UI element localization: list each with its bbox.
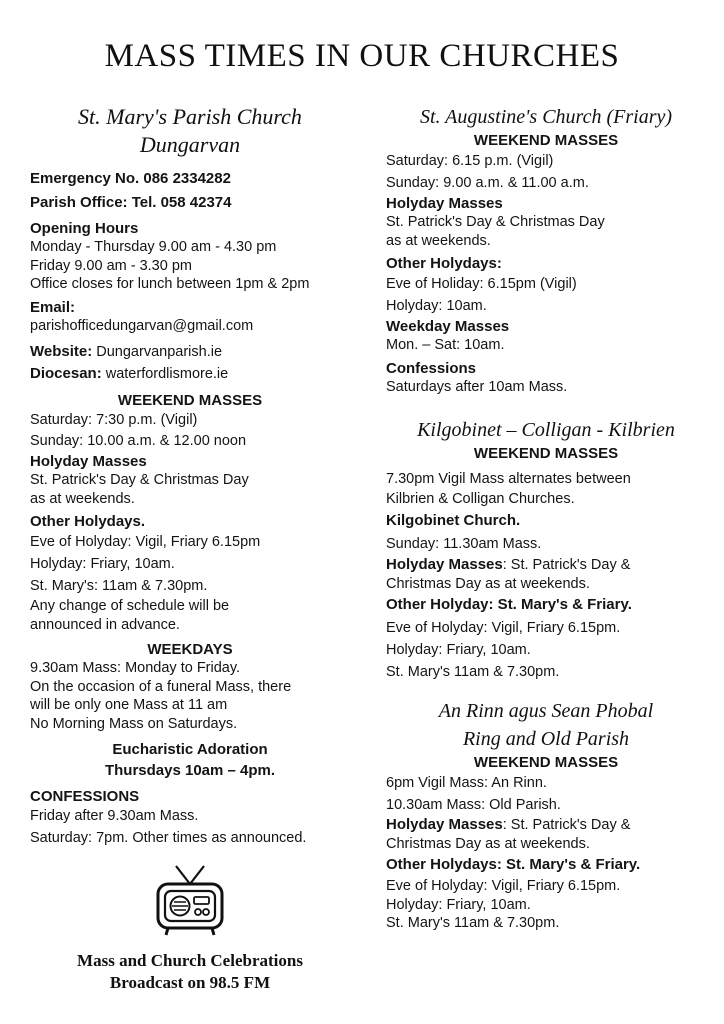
other-holyday-line: Eve of Holyday: Vigil, Friary 6.15pm bbox=[30, 534, 261, 550]
rinn-weekend-line: 6pm Vigil Mass: An Rinn. bbox=[386, 775, 547, 791]
kilgobinet-other-line: Eve of Holyday: Vigil, Friary 6.15pm. bbox=[386, 620, 621, 636]
weekend-masses-title: WEEKEND MASSES bbox=[117, 392, 263, 409]
other-holyday-line: Holyday: Friary, 10am. bbox=[30, 556, 175, 572]
emergency-number: Emergency No. 086 2334282 bbox=[30, 170, 231, 187]
email-address[interactable]: parishofficedungarvan@gmail.com bbox=[30, 317, 254, 334]
rinn-other-line: St. Mary's 11am & 7.30pm. bbox=[386, 915, 560, 931]
rinn-holyday-line: Christmas Day as at weekends. bbox=[386, 835, 590, 852]
kilgobinet-church-title: Kilgobinet Church. bbox=[386, 512, 521, 529]
holyday-line: St. Patrick's Day & Christmas Day bbox=[30, 472, 249, 488]
website-link[interactable]: Dungarvanparish.ie bbox=[96, 344, 223, 360]
weekend-line: Saturday: 7:30 p.m. (Vigil) bbox=[30, 412, 198, 428]
diocesan-label: Diocesan: bbox=[30, 365, 102, 382]
augustine-weekday-line: Mon. – Sat: 10am. bbox=[386, 337, 505, 353]
rinn-holyday-text: : St. Patrick's Day & bbox=[502, 817, 631, 833]
website-label: Website: bbox=[30, 343, 93, 360]
diocesan-link[interactable]: waterfordlismore.ie bbox=[105, 366, 229, 382]
rinn-other-line: Holyday: Friary, 10am. bbox=[386, 896, 531, 913]
radio-icon-wrap bbox=[30, 864, 350, 940]
kilgobinet-other-line: St. Mary's 11am & 7.30pm. bbox=[386, 664, 560, 680]
kilgobinet-holyday-label: Holyday Masses bbox=[386, 556, 503, 573]
rinn-heading: An Rinn agus Sean Phobal bbox=[438, 700, 654, 722]
holyday-title: Holyday Masses bbox=[30, 453, 147, 470]
opening-hours-line: Friday 9.00 am - 3.30 pm bbox=[30, 257, 192, 274]
augustine-weekend-line: Saturday: 6.15 p.m. (Vigil) bbox=[386, 153, 554, 169]
kilgobinet-vigil-line: Kilbrien & Colligan Churches. bbox=[386, 491, 575, 507]
rinn-other-title: Other Holydays: St. Mary's & Friary. bbox=[386, 856, 641, 873]
other-holyday-line: St. Mary's: 11am & 7.30pm. bbox=[30, 578, 208, 594]
opening-hours-line: Monday - Thursday 9.00 am - 4.30 pm bbox=[30, 239, 277, 255]
page-title: MASS TIMES IN OUR CHURCHES bbox=[104, 38, 620, 74]
rinn-other-line: Eve of Holyday: Vigil, Friary 6.15pm. bbox=[386, 878, 621, 894]
weekend-line: Sunday: 10.00 a.m. & 12.00 noon bbox=[30, 433, 247, 449]
broadcast-notice bbox=[30, 950, 350, 994]
holyday-line: as at weekends. bbox=[30, 490, 135, 507]
kilgobinet-sunday: Sunday: 11.30am Mass. bbox=[386, 536, 542, 552]
weekday-line: No Morning Mass on Saturdays. bbox=[30, 715, 238, 732]
augustine-other-line: Eve of Holiday: 6.15pm (Vigil) bbox=[386, 276, 577, 292]
schedule-note: Any change of schedule will be bbox=[30, 598, 230, 614]
rinn-heading-english: Ring and Old Parish bbox=[462, 728, 630, 750]
broadcast-line: Mass and Church Celebrations bbox=[77, 951, 303, 970]
kilgobinet-holyday-text: : St. Patrick's Day & bbox=[502, 557, 631, 573]
rinn-weekend-line: 10.30am Mass: Old Parish. bbox=[386, 797, 561, 813]
weekday-line: 9.30am Mass: Monday to Friday. bbox=[30, 660, 241, 676]
kilgobinet-holyday-row bbox=[386, 556, 706, 575]
augustine-holyday-title: Holyday Masses bbox=[386, 195, 503, 212]
kilgobinet-heading: Kilgobinet – Colligan - Kilbrien bbox=[417, 419, 675, 441]
st-marys-heading: St. Mary's Parish Church bbox=[78, 104, 302, 129]
augustine-weekend-title: WEEKEND MASSES bbox=[473, 132, 619, 149]
st-marys-column bbox=[30, 103, 350, 994]
kilgobinet-holyday-line: Christmas Day as at weekends. bbox=[386, 575, 590, 592]
confessions-line: Saturday: 7pm. Other times as announced. bbox=[30, 830, 307, 846]
confessions-line: Friday after 9.30am Mass. bbox=[30, 808, 199, 824]
right-column bbox=[386, 103, 706, 933]
radio-icon bbox=[152, 864, 228, 940]
kilgobinet-vigil-line: 7.30pm Vigil Mass alternates between bbox=[386, 471, 631, 487]
broadcast-line: Broadcast on 98.5 FM bbox=[109, 973, 271, 992]
kilgobinet-other-line: Holyday: Friary, 10am. bbox=[386, 642, 531, 658]
rinn-weekend-title: WEEKEND MASSES bbox=[473, 754, 619, 771]
opening-hours-title: Opening Hours bbox=[30, 220, 139, 237]
schedule-note: announced in advance. bbox=[30, 616, 180, 633]
st-marys-location: Dungarvan bbox=[139, 132, 241, 157]
confessions-title: CONFESSIONS bbox=[30, 788, 140, 805]
augustine-other-title: Other Holydays: bbox=[386, 255, 502, 272]
weekdays-title: WEEKDAYS bbox=[147, 641, 233, 658]
adoration-title: Eucharistic Adoration bbox=[112, 741, 268, 758]
diocesan-row bbox=[30, 363, 350, 385]
opening-hours-line: Office closes for lunch between 1pm & 2pm bbox=[30, 276, 310, 292]
augustine-holyday-line: as at weekends. bbox=[386, 232, 491, 249]
rinn-holyday-label: Holyday Masses bbox=[386, 816, 503, 833]
kilgobinet-weekend-title: WEEKEND MASSES bbox=[473, 445, 619, 462]
adoration-time: Thursdays 10am – 4pm. bbox=[104, 762, 276, 779]
website-row bbox=[30, 341, 350, 363]
other-holydays-title: Other Holydays. bbox=[30, 513, 146, 530]
st-augustines-heading: St. Augustine's Church (Friary) bbox=[419, 106, 673, 128]
augustine-holyday-line: St. Patrick's Day & Christmas Day bbox=[386, 214, 605, 230]
weekday-line: On the occasion of a funeral Mass, there bbox=[30, 678, 292, 695]
weekday-line: will be only one Mass at 11 am bbox=[30, 697, 228, 713]
parish-office-phone: Parish Office: Tel. 058 42374 bbox=[30, 194, 232, 211]
augustine-weekday-title: Weekday Masses bbox=[386, 318, 510, 335]
kilgobinet-other-title: Other Holyday: St. Mary's & Friary. bbox=[386, 596, 632, 613]
email-title: Email: bbox=[30, 298, 76, 316]
augustine-confessions-title: Confessions bbox=[386, 359, 477, 377]
augustine-confessions-line: Saturdays after 10am Mass. bbox=[386, 378, 568, 395]
augustine-weekend-line: Sunday: 9.00 a.m. & 11.00 a.m. bbox=[386, 175, 589, 191]
augustine-other-line: Holyday: 10am. bbox=[386, 298, 487, 314]
rinn-holyday-row bbox=[386, 816, 706, 835]
